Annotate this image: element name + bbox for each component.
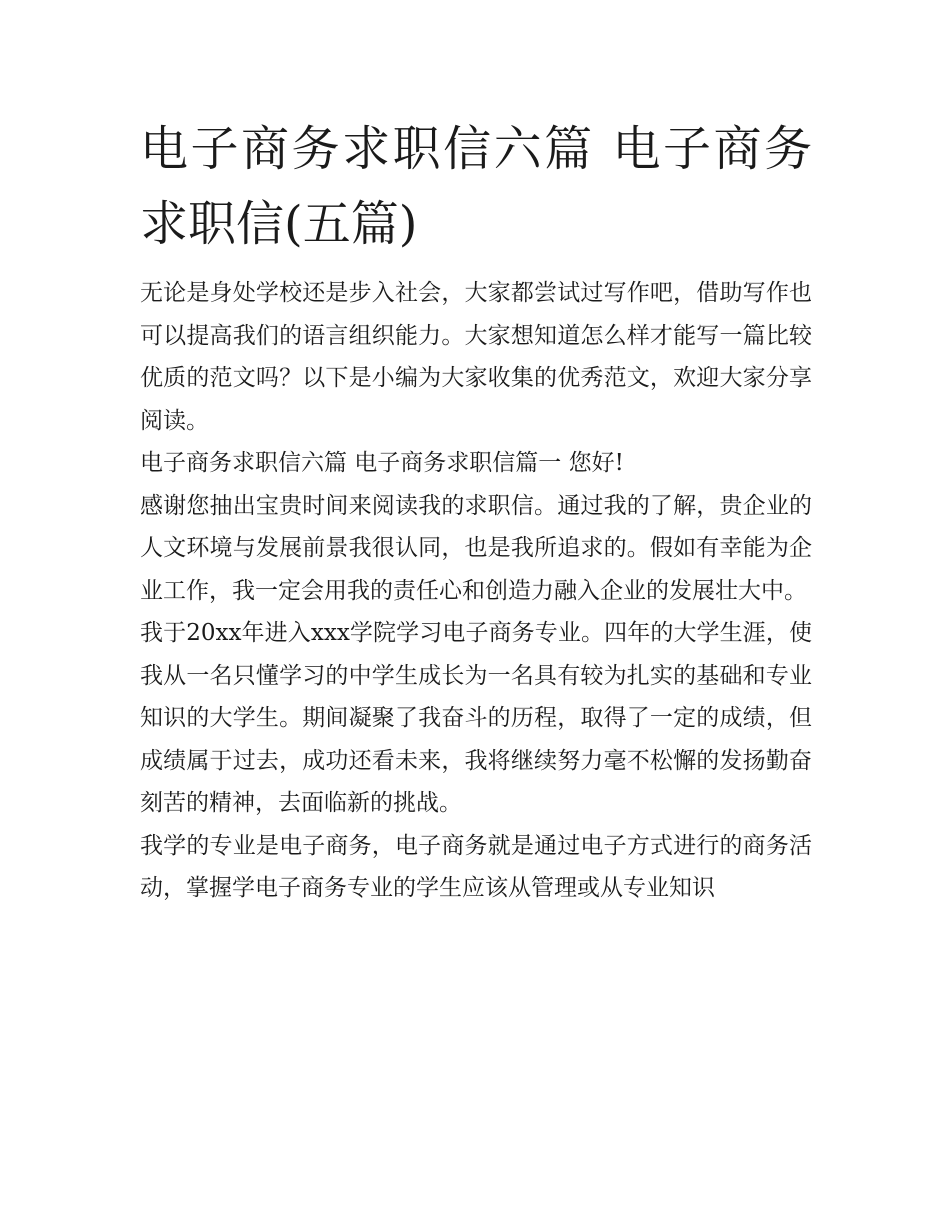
document-body (140, 272, 812, 910)
paragraph-thanks: 感谢您抽出宝贵时间来阅读我的求职信。通过我的了解，贵企业的人文环境与发展前景我很认同，也是我所追求的。假如有幸能为企业工作，我一定会用我的责任心和创造力融入企业的发展壮大中。 (140, 492, 812, 604)
paragraph-heading-line: 电子商务求职信六篇 电子商务求职信篇一 您好! (140, 450, 624, 476)
document-title: 电子商务求职信六篇 电子商务求职信(五篇) (140, 121, 812, 252)
paragraph-intro: 无论是身处学校还是步入社会，大家都尝试过写作吧，借助写作也可以提高我们的语言组织能力。大家想知道怎么样才能写一篇比较优质的范文吗？以下是小编为大家收集的优秀范文，欢迎大家分享阅读。 (140, 280, 812, 434)
paragraph-education: 我于20xx年进入xxx学院学习电子商务专业。四年的大学生涯，使我从一名只懂学习的中学生成长为一名具有较为扎实的基础和专业知识的大学生。期间凝聚了我奋斗的历程，取得了一定的成绩，但成绩属于过去，成功还看未来，我将继续努力毫不松懈的发扬勤奋刻苦的精神，去面临新的挑战。 (140, 620, 812, 816)
paragraph-major: 我学的专业是电子商务，电子商务就是通过电子方式进行的商务活动，掌握学电子商务专业的学生应该从管理或从专业知识 (140, 832, 812, 901)
document-content (140, 112, 812, 910)
